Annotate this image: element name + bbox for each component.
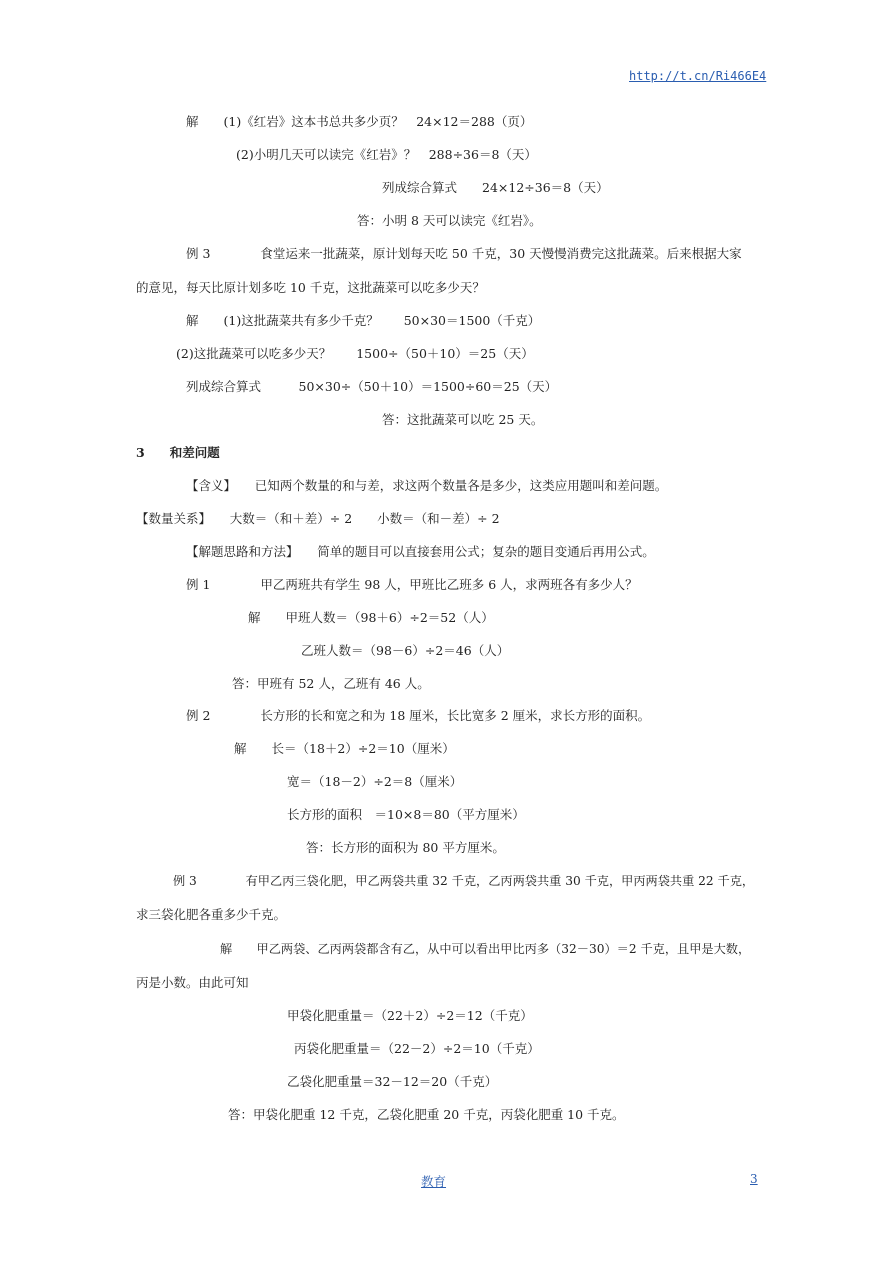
footer-link[interactable]: 教育	[421, 1174, 447, 1189]
text-line-8: (2)这批蔬菜可以吃多少天？ 1500÷（50＋10）＝25（天）	[176, 346, 534, 361]
page-number[interactable]: 3	[750, 1172, 758, 1186]
text-line-20: 解 长＝（18＋2）÷2＝10（厘米）	[234, 741, 455, 756]
text-line-10: 答：这批蔬菜可以吃 25 天。	[382, 412, 544, 427]
text-line-29: 丙袋化肥重量＝（22－2）÷2＝10（千克）	[294, 1041, 540, 1056]
header-link[interactable]: http://t.cn/Ri466E4	[629, 69, 767, 83]
text-line-1: 解 (1)《红岩》这本书总共多少页？ 24×12＝288（页）	[186, 114, 533, 129]
text-line-27: 丙是小数。由此可知	[136, 975, 249, 990]
text-line-19: 例 2 长方形的长和宽之和为 18 厘米，长比宽多 2 厘米，求长方形的面积。	[186, 708, 651, 723]
text-line-21: 宽＝（18－2）÷2＝8（厘米）	[287, 774, 463, 789]
text-line-28: 甲袋化肥重量＝（22＋2）÷2＝12（千克）	[287, 1008, 533, 1023]
text-line-30: 乙袋化肥重量＝32－12＝20（千克）	[287, 1074, 498, 1089]
text-line-26: 解 甲乙两袋、乙丙两袋都含有乙，从中可以看出甲比丙多（32－30）＝2 千克，且甲是大数，	[220, 942, 751, 956]
text-line-3: 列成综合算式 24×12÷36＝8（天）	[382, 180, 609, 195]
section-heading: 3 和差问题	[136, 445, 220, 460]
text-line-25: 求三袋化肥各重多少千克。	[136, 907, 287, 922]
text-line-18: 答：甲班有 52 人，乙班有 46 人。	[232, 676, 430, 691]
text-line-16: 解 甲班人数＝（98＋6）÷2＝52（人）	[248, 610, 494, 625]
text-line-22: 长方形的面积 ＝10×8＝80（平方厘米）	[287, 807, 525, 822]
text-line-24: 例 3 有甲乙丙三袋化肥，甲乙两袋共重 32 千克，乙丙两袋共重 30 千克，甲丙两袋共重 22 千克，	[173, 874, 755, 888]
text-line-7: 解 (1)这批蔬菜共有多少千克？ 50×30＝1500（千克）	[186, 313, 541, 328]
text-line-9: 列成综合算式 50×30÷（50＋10）＝1500÷60＝25（天）	[186, 379, 558, 394]
text-line-13: 【数量关系】 大数＝（和＋差）÷ 2 小数＝（和－差）÷ 2	[136, 511, 500, 526]
text-line-31: 答：甲袋化肥重 12 千克，乙袋化肥重 20 千克，丙袋化肥重 10 千克。	[228, 1107, 625, 1122]
text-line-6: 的意见，每天比原计划多吃 10 千克，这批蔬菜可以吃多少天？	[136, 280, 485, 295]
text-line-23: 答：长方形的面积为 80 平方厘米。	[306, 840, 505, 855]
text-line-5: 例 3 食堂运来一批蔬菜，原计划每天吃 50 千克，30 天慢慢消费完这批蔬菜。后来根据大家	[186, 246, 742, 261]
text-line-17: 乙班人数＝（98－6）÷2＝46（人）	[301, 643, 510, 658]
text-line-15: 例 1 甲乙两班共有学生 98 人，甲班比乙班多 6 人，求两班各有多少人？	[186, 577, 638, 592]
text-line-2: (2)小明几天可以读完《红岩》？ 288÷36＝8（天）	[236, 147, 537, 162]
text-line-12: 【含义】 已知两个数量的和与差，求这两个数量各是多少，这类应用题叫和差问题。	[186, 478, 668, 493]
text-line-4: 答：小明 8 天可以读完《红岩》。	[357, 213, 542, 228]
text-line-14: 【解题思路和方法】 简单的题目可以直接套用公式；复杂的题目变通后再用公式。	[186, 544, 655, 559]
